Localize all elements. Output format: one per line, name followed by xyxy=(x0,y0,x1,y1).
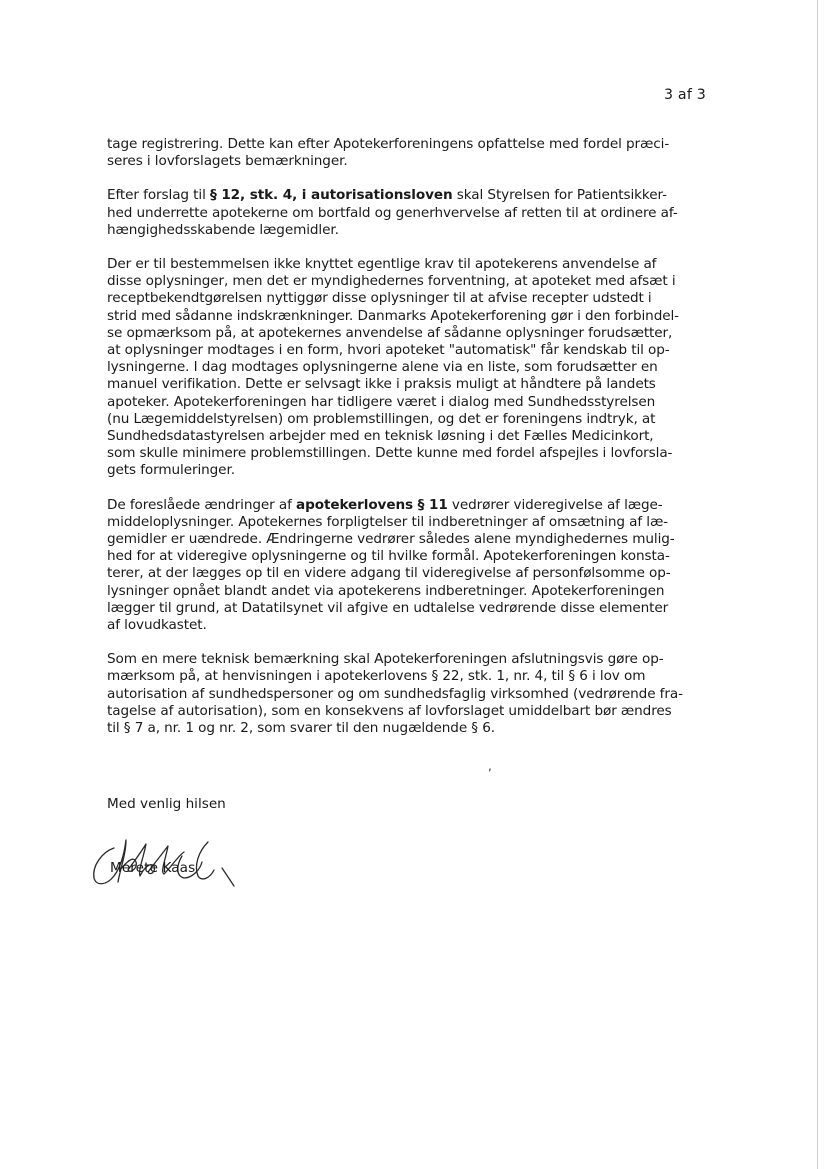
closing-greeting: Med venlig hilsen xyxy=(107,796,226,812)
body-paragraph xyxy=(107,136,707,170)
text-line xyxy=(107,308,707,325)
text-line xyxy=(107,411,707,428)
text-line xyxy=(107,222,707,239)
text-segment: autorisation af sundhedspersoner og om sundhedsfaglig virksomhed (vedrørende fra- xyxy=(107,685,683,702)
text-segment: Efter forslag til xyxy=(107,187,210,204)
body-paragraph xyxy=(107,187,707,239)
text-segment: Som en mere teknisk bemærkning skal Apotekerforeningen afslutningsvis gøre op- xyxy=(107,651,664,668)
text-line xyxy=(107,497,707,514)
text-segment: til § 7 a, nr. 1 og nr. 2, som svarer til den nugældende § 6. xyxy=(107,720,495,737)
text-segment: receptbekendtgørelsen nyttiggør disse oplysninger til at afvise recepter udstedt i xyxy=(107,290,652,307)
text-segment: De foreslåede ændringer af xyxy=(107,496,296,513)
text-line xyxy=(107,565,707,582)
text-segment: mærksom på, at henvisningen i apotekerlovens § 22, stk. 1, nr. 4, til § 6 i lov om xyxy=(107,668,646,685)
bold-reference: apotekerlovens § 11 xyxy=(296,496,448,513)
text-segment: strid med sådanne indskrænkninger. Danmarks Apotekerforening gør i den forbindel- xyxy=(107,307,679,324)
body-paragraph xyxy=(107,256,707,480)
text-segment: middeloplysninger. Apotekernes forpligtelser til indberetninger af omsætning af læ- xyxy=(107,513,668,530)
text-line xyxy=(107,325,707,342)
text-line xyxy=(107,445,707,462)
text-line xyxy=(107,617,707,634)
text-segment: hed underrette apotekerne om bortfald og generhvervelse af retten til at ordinere af- xyxy=(107,204,678,221)
text-segment: tage registrering. Dette kan efter Apotekerforeningens opfattelse med fordel præci- xyxy=(107,136,670,152)
text-line xyxy=(107,376,707,393)
text-line xyxy=(107,686,707,703)
text-line xyxy=(107,668,707,685)
text-segment: at oplysninger modtages i en form, hvori apoteket "automatisk" får kendskab til op- xyxy=(107,342,670,359)
text-line xyxy=(107,153,707,170)
text-line xyxy=(107,548,707,565)
bold-reference: § 12, stk. 4, i autorisationsloven xyxy=(209,187,453,204)
text-line xyxy=(107,342,707,359)
letter-body xyxy=(107,136,707,754)
text-segment: lysninger opnået blandt andet via apotekerens indberetninger. Apotekerforeningen xyxy=(107,582,665,599)
text-line xyxy=(107,187,707,204)
text-segment: lægger til grund, at Datatilsynet vil afgive en udtalelse vedrørende disse elementer xyxy=(107,599,669,616)
text-segment: se opmærksom på, at apotekernes anvendelse af sådanne oplysninger forudsætter, xyxy=(107,324,673,341)
text-line xyxy=(107,600,707,617)
page-number: 3 af 3 xyxy=(664,87,706,103)
text-line xyxy=(107,205,707,222)
text-line xyxy=(107,256,707,273)
text-line xyxy=(107,720,707,737)
text-segment: disse oplysninger, men det er myndighedernes forventning, at apoteket med afsæt i xyxy=(107,273,676,290)
text-segment: tagelse af autorisation), som en konsekvens af lovforslaget umiddelbart bør ændres xyxy=(107,702,672,719)
text-segment: (nu Lægemiddelstyrelsen) om problemstillingen, og det er foreningens indtryk, at xyxy=(107,410,656,427)
text-segment: af lovudkastet. xyxy=(107,617,207,634)
text-segment: seres i lovforslagets bemærkninger. xyxy=(107,153,348,170)
text-segment: gets formuleringer. xyxy=(107,462,235,479)
text-line xyxy=(107,394,707,411)
text-segment: som skulle minimere problemstillingen. Dette kunne med fordel afspejles i lovforsla- xyxy=(107,445,673,462)
text-line xyxy=(107,531,707,548)
text-line xyxy=(107,703,707,720)
page-edge xyxy=(817,0,818,1169)
text-segment: Der er til bestemmelsen ikke knyttet egentlige krav til apotekerens anvendelse af xyxy=(107,256,657,273)
text-line xyxy=(107,273,707,290)
body-paragraph xyxy=(107,497,707,635)
text-segment: hængighedsskabende lægemidler. xyxy=(107,221,339,238)
text-segment: apoteker. Apotekerforeningen har tidligere været i dialog med Sundhedsstyrelsen xyxy=(107,393,656,410)
text-line xyxy=(107,583,707,600)
signer-name: Merete Kaas xyxy=(110,860,196,876)
text-segment: vedrører videregivelse af læge- xyxy=(447,496,663,513)
text-line xyxy=(107,428,707,445)
text-segment: Sundhedsdatastyrelsen arbejder med en teknisk løsning i det Fælles Medicinkort, xyxy=(107,428,654,445)
text-line xyxy=(107,290,707,307)
text-line xyxy=(107,462,707,479)
stray-mark: , xyxy=(488,759,492,773)
body-paragraph xyxy=(107,651,707,737)
text-segment: skal Styrelsen for Patientsikker- xyxy=(452,187,667,204)
text-segment: terer, at der lægges op til en videre adgang til videregivelse af personfølsomme op- xyxy=(107,565,671,582)
text-segment: gemidler er uændrede. Ændringerne vedrører således alene myndighedernes mulig- xyxy=(107,531,675,548)
text-line xyxy=(107,359,707,376)
text-segment: manuel verifikation. Dette er selvsagt ikke i praksis muligt at håndtere på landets xyxy=(107,376,656,393)
text-segment: hed for at videregive oplysningerne og til hvilke formål. Apotekerforeningen konsta- xyxy=(107,548,670,565)
text-line xyxy=(107,651,707,668)
text-line xyxy=(107,136,707,153)
text-line xyxy=(107,514,707,531)
text-segment: lysningerne. I dag modtages oplysningerne alene via en liste, som forudsætter en xyxy=(107,359,658,376)
